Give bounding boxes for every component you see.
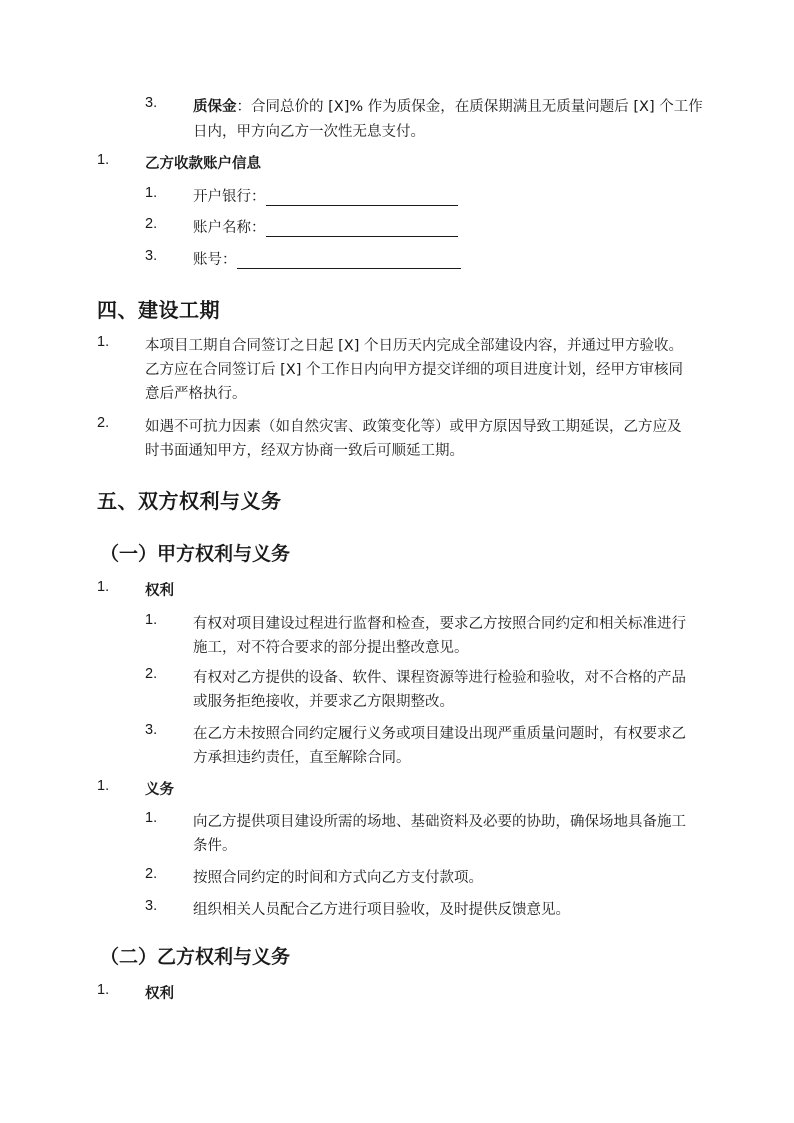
party-a-heading: （一）甲方权利与义务 bbox=[100, 543, 291, 565]
list-number: 1. bbox=[97, 778, 110, 794]
bank-label: 开户银行： bbox=[193, 189, 266, 205]
section-4-heading: 四、建设工期 bbox=[97, 298, 220, 322]
schedule-line-3: 意后严格执行。 bbox=[145, 386, 247, 402]
right-1-line-1: 有权对项目建设过程进行监督和检查，要求乙方按照合同约定和相关标准进行 bbox=[193, 616, 686, 632]
list-number: 1. bbox=[97, 334, 110, 350]
account-info-title: 乙方收款账户信息 bbox=[145, 156, 261, 172]
list-number: 1. bbox=[97, 579, 110, 595]
duty-3-line-1: 组织相关人员配合乙方进行项目验收，及时提供反馈意见。 bbox=[193, 902, 570, 918]
list-number: 1. bbox=[97, 982, 110, 998]
list-number: 3. bbox=[145, 95, 158, 111]
party-b-heading: （二）乙方权利与义务 bbox=[100, 946, 291, 968]
list-number: 2. bbox=[145, 216, 158, 232]
duty-2-line-1: 按照合同约定的时间和方式向乙方支付款项。 bbox=[193, 870, 483, 886]
schedule-line-2: 乙方应在合同签订后 [X] 个工作日内向甲方提交详细的项目进度计划，经甲方审核同 bbox=[145, 362, 683, 378]
delay-line-1: 如遇不可抗力因素（如自然灾害、政策变化等）或甲方原因导致工期延误，乙方应及 bbox=[145, 419, 682, 435]
list-number: 1. bbox=[97, 152, 110, 168]
list-number: 1. bbox=[145, 185, 158, 201]
bank-field bbox=[193, 185, 458, 206]
party-a-rights-title: 权利 bbox=[145, 583, 174, 599]
list-number: 3. bbox=[145, 722, 158, 738]
account-number-field bbox=[193, 248, 461, 269]
warranty-label: 质保金 bbox=[193, 99, 237, 115]
account-name-label: 账户名称： bbox=[193, 220, 266, 236]
list-number: 1. bbox=[145, 612, 158, 628]
party-b-rights-title: 权利 bbox=[145, 986, 174, 1002]
right-3-line-1: 在乙方未按照合同约定履行义务或项目建设出现严重质量问题时，有权要求乙 bbox=[193, 726, 686, 742]
warranty-text: ：合同总价的 [X]% 作为质保金，在质保期满且无质量问题后 [X] 个工作 bbox=[236, 99, 703, 115]
schedule-line-1: 本项目工期自合同签订之日起 [X] 个日历天内完成全部建设内容，并通过甲方验收。 bbox=[145, 338, 683, 354]
list-number: 2. bbox=[145, 866, 158, 882]
duty-1-line-1: 向乙方提供项目建设所需的场地、基础资料及必要的协助，确保场地具备施工 bbox=[193, 814, 686, 830]
duty-1-line-2: 条件。 bbox=[193, 838, 237, 854]
party-a-duties-title: 义务 bbox=[145, 782, 174, 798]
list-number: 2. bbox=[145, 666, 158, 682]
list-number: 3. bbox=[145, 248, 158, 264]
list-number: 3. bbox=[145, 898, 158, 914]
bank-blank-line[interactable] bbox=[266, 187, 458, 206]
right-2-line-2: 或服务拒绝接收，并要求乙方限期整改。 bbox=[193, 694, 454, 710]
right-1-line-2: 施工，对不符合要求的部分提出整改意见。 bbox=[193, 640, 469, 656]
list-number: 2. bbox=[97, 415, 110, 431]
warranty-paragraph-line-2: 日内，甲方向乙方一次性无息支付。 bbox=[193, 124, 425, 140]
right-3-line-2: 方承担违约责任，直至解除合同。 bbox=[193, 750, 411, 766]
delay-line-2: 时书面通知甲方，经双方协商一致后可顺延工期。 bbox=[145, 443, 464, 459]
account-name-field bbox=[193, 216, 458, 237]
account-name-blank-line[interactable] bbox=[266, 218, 458, 237]
list-number: 1. bbox=[145, 810, 158, 826]
right-2-line-1: 有权对乙方提供的设备、软件、课程资源等进行检验和验收，对不合格的产品 bbox=[193, 670, 686, 686]
warranty-paragraph-line-1 bbox=[193, 95, 703, 116]
account-number-label: 账号： bbox=[193, 252, 237, 268]
account-number-blank-line[interactable] bbox=[237, 250, 461, 269]
section-5-heading: 五、双方权利与义务 bbox=[97, 489, 282, 513]
